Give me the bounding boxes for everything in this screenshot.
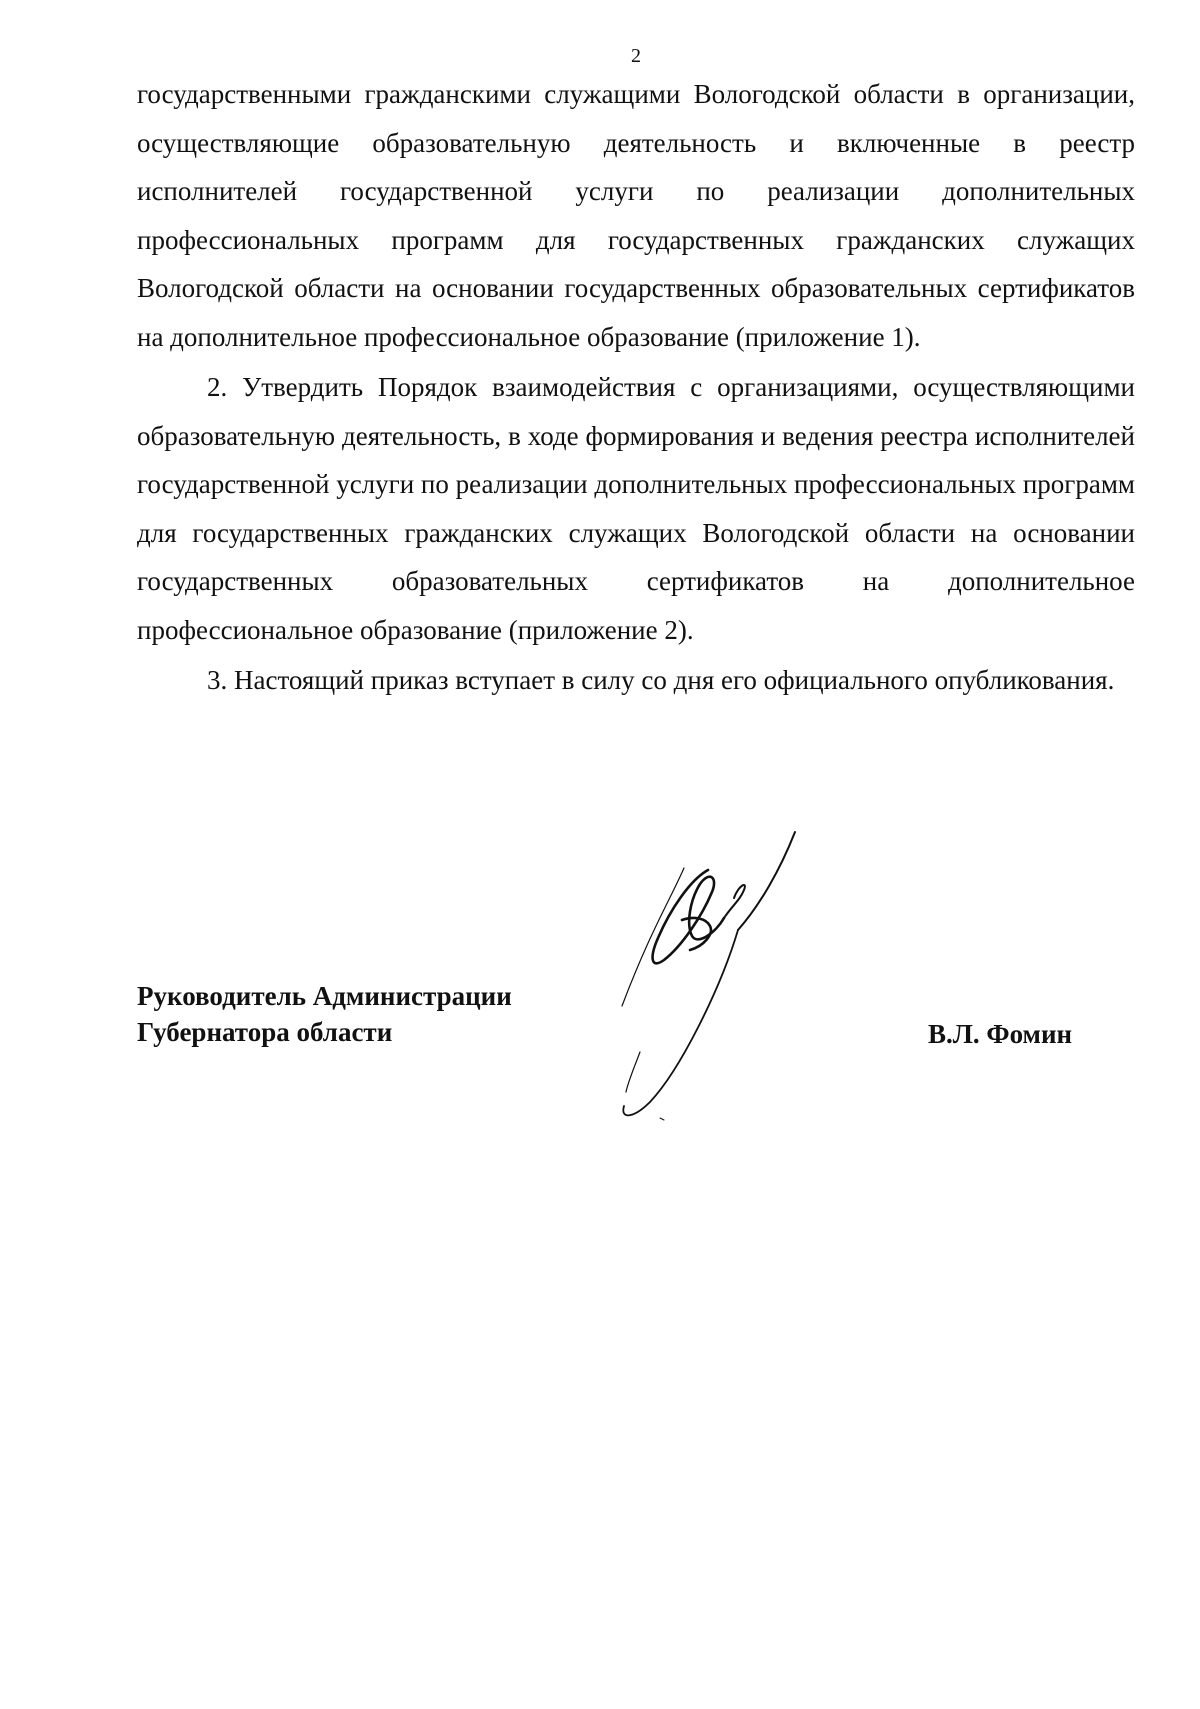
signatory-position-line-1: Руководитель Администрации [137,981,512,1011]
paragraph-item-3: 3. Настоящий приказ вступает в силу со дня его официального опубликования. [207,665,1115,695]
paragraph-continuation: государственными гражданскими служащими Вологодской области в организации, осуществляющие образовательную деятельность и включенные в реестр исполнителей государственной услуги по реализации дополнительных профессиональных программ для государственных гражданских служащих Вологодской области на основании государственных образовательных сертификатов на дополнительное профессиональное образование (приложение 1). [137,79,1135,352]
signatory-name: В.Л. Фомин [928,1019,1073,1049]
signatory-position-line-2: Губернатора области [137,1017,393,1047]
document-body [137,70,1135,707]
page-number: 2 [631,45,641,67]
handwritten-signature [620,820,880,1160]
signatory-position [137,978,512,1050]
paragraph-item-2: 2. Утвердить Порядок взаимодействия с организациями, осуществляющими образовательную деятельность, в ходе формирования и ведения реестра исполнителей государственной услуги по реализации дополнительных профессиональных программ для государственных гражданских служащих Вологодской области на основании государственных образовательных сертификатов на дополнительное профессиональное образование (приложение 2). [137,372,1135,645]
